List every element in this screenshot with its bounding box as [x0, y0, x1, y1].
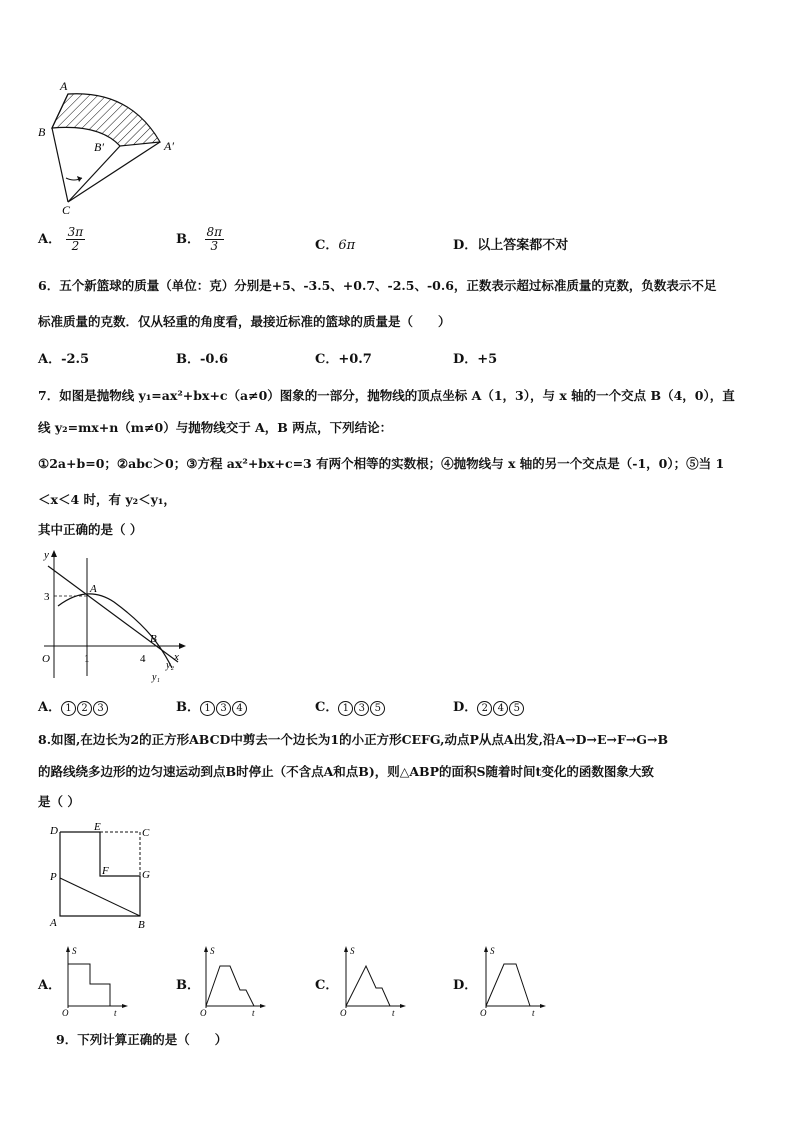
option-label: C．	[315, 700, 339, 715]
label-P: P	[50, 871, 57, 883]
q6-option-a: A．-2.5	[38, 352, 90, 367]
q6-option-d: D．+5	[453, 352, 498, 367]
sector-rotation-figure	[30, 78, 190, 218]
q7-option-d	[453, 696, 525, 716]
q8-line-3: 是（ ）	[38, 794, 80, 809]
option-label: B．	[176, 232, 200, 247]
label-S: S	[350, 946, 355, 956]
q6-line-2: 标准质量的克数．仅从轻重的角度看，最接近标准的篮球的质量是（ ）	[38, 314, 451, 329]
square-cutout-figure	[44, 820, 164, 932]
circled-number: 4	[232, 701, 247, 716]
q8-option-a-label: A．	[38, 978, 62, 993]
parabola-line-graph	[34, 544, 194, 684]
circled-number: 3	[216, 701, 231, 716]
label-t: t	[252, 1008, 255, 1018]
circled-number: 1	[61, 701, 76, 716]
q7-line-5: 其中正确的是（ ）	[38, 522, 143, 537]
circled-number: 3	[93, 701, 108, 716]
option-label: C．	[315, 238, 339, 253]
fraction	[66, 226, 86, 253]
q8-option-d-graph	[478, 944, 548, 1020]
circled-number: 1	[338, 701, 353, 716]
label-t: t	[114, 1008, 117, 1018]
q6-option-b: B．-0.6	[176, 352, 229, 367]
q5-option-c	[315, 234, 355, 253]
label-t: t	[532, 1008, 535, 1018]
label-B: B	[38, 125, 46, 139]
circled-number: 5	[509, 701, 524, 716]
label-O: O	[340, 1008, 347, 1018]
label-3: 3	[44, 591, 50, 603]
option-text: 6π	[338, 238, 356, 253]
q8-option-b-label: B．	[176, 978, 200, 993]
q8-option-c-label: C．	[315, 978, 339, 993]
circled-number: 2	[77, 701, 92, 716]
option-label: B．	[176, 700, 200, 715]
label-O: O	[480, 1008, 487, 1018]
option-label: D．	[453, 238, 478, 253]
label-D: D	[50, 825, 58, 837]
fraction	[205, 226, 225, 253]
q7-line-1: 7．如图是抛物线 y₁=ax²+bx+c（a≠0）图象的一部分，抛物线的顶点坐标 A（1，3），与 x 轴的一个交点 B（4，0），直	[38, 388, 735, 403]
label-B: B	[150, 633, 157, 645]
label-B-prime: B′	[94, 140, 104, 154]
label-t: t	[392, 1008, 395, 1018]
circled-number: 1	[200, 701, 215, 716]
option-label: A．	[38, 232, 62, 247]
label-S: S	[490, 946, 495, 956]
q7-line-3: ①2a+b=0；②abc＞0；③方程 ax²+bx+c=3 有两个相等的实数根；④抛物线与 x 轴的另一个交点是（-1，0）；⑤当 1	[38, 456, 725, 471]
q7-option-c	[315, 696, 386, 716]
label-A: A	[60, 79, 68, 93]
option-text: 以上答案都不对	[477, 238, 569, 253]
option-label: D．	[453, 700, 478, 715]
label-O: O	[42, 653, 50, 665]
q8-line-2: 的路线绕多边形的边匀速运动到点B时停止（不含点A和点B)，则△ABP的面积S随着时间t变化的函数图象大致	[38, 764, 654, 779]
q8-option-d-label: D．	[453, 978, 478, 993]
q8-option-a-graph	[60, 944, 130, 1020]
q8-option-b-graph	[198, 944, 268, 1020]
label-C: C	[142, 827, 150, 839]
denominator: 3	[210, 239, 219, 253]
axis-y-label: y	[44, 549, 49, 561]
label-A: A	[50, 917, 57, 929]
label-E: E	[94, 821, 101, 833]
label-A-prime: A′	[164, 139, 174, 153]
numerator: 8π	[206, 225, 223, 239]
circled-number: 5	[370, 701, 385, 716]
numerator: 3π	[67, 225, 84, 239]
label-y2: y₂	[166, 660, 174, 671]
circled-number: 4	[493, 701, 508, 716]
label-G: G	[142, 869, 150, 881]
circled-number: 3	[354, 701, 369, 716]
q7-option-a	[38, 696, 109, 716]
q6-option-c: C．+0.7	[315, 352, 372, 367]
q9-line-1: 9．下列计算正确的是（ ）	[56, 1032, 228, 1047]
q7-line-4: ＜x＜4 时，有 y₂＜y₁，	[38, 492, 176, 507]
label-S: S	[72, 946, 77, 956]
q5-option-b	[176, 226, 224, 253]
label-B: B	[138, 919, 145, 931]
q8-line-1: 8.如图,在边长为2的正方形ABCD中剪去一个边长为1的小正方形CEFG,动点P从点A出发,沿A→D→E→F→G→B	[38, 732, 669, 747]
label-F: F	[102, 865, 109, 877]
label-S: S	[210, 946, 215, 956]
q7-line-2: 线 y₂=mx+n（m≠0）与抛物线交于 A，B 两点，下列结论：	[38, 420, 393, 435]
label-O: O	[200, 1008, 207, 1018]
label-4: 4	[140, 653, 146, 665]
q5-option-d	[453, 234, 568, 253]
label-O: O	[62, 1008, 69, 1018]
q7-option-b	[176, 696, 248, 716]
q8-option-c-graph	[338, 944, 408, 1020]
q5-option-a	[38, 226, 85, 253]
label-C: C	[62, 203, 71, 217]
denominator: 2	[71, 239, 80, 253]
option-label: A．	[38, 700, 62, 715]
label-y1: y₁	[152, 672, 160, 683]
label-A: A	[90, 583, 97, 595]
q6-line-1: 6．五个新篮球的质量（单位：克）分别是+5、-3.5、+0.7、-2.5、-0.6，正数表示超过标准质量的克数，负数表示不足	[38, 278, 717, 293]
axis-x-label: x	[174, 651, 179, 663]
circled-number: 2	[477, 701, 492, 716]
label-1: 1	[84, 653, 90, 665]
